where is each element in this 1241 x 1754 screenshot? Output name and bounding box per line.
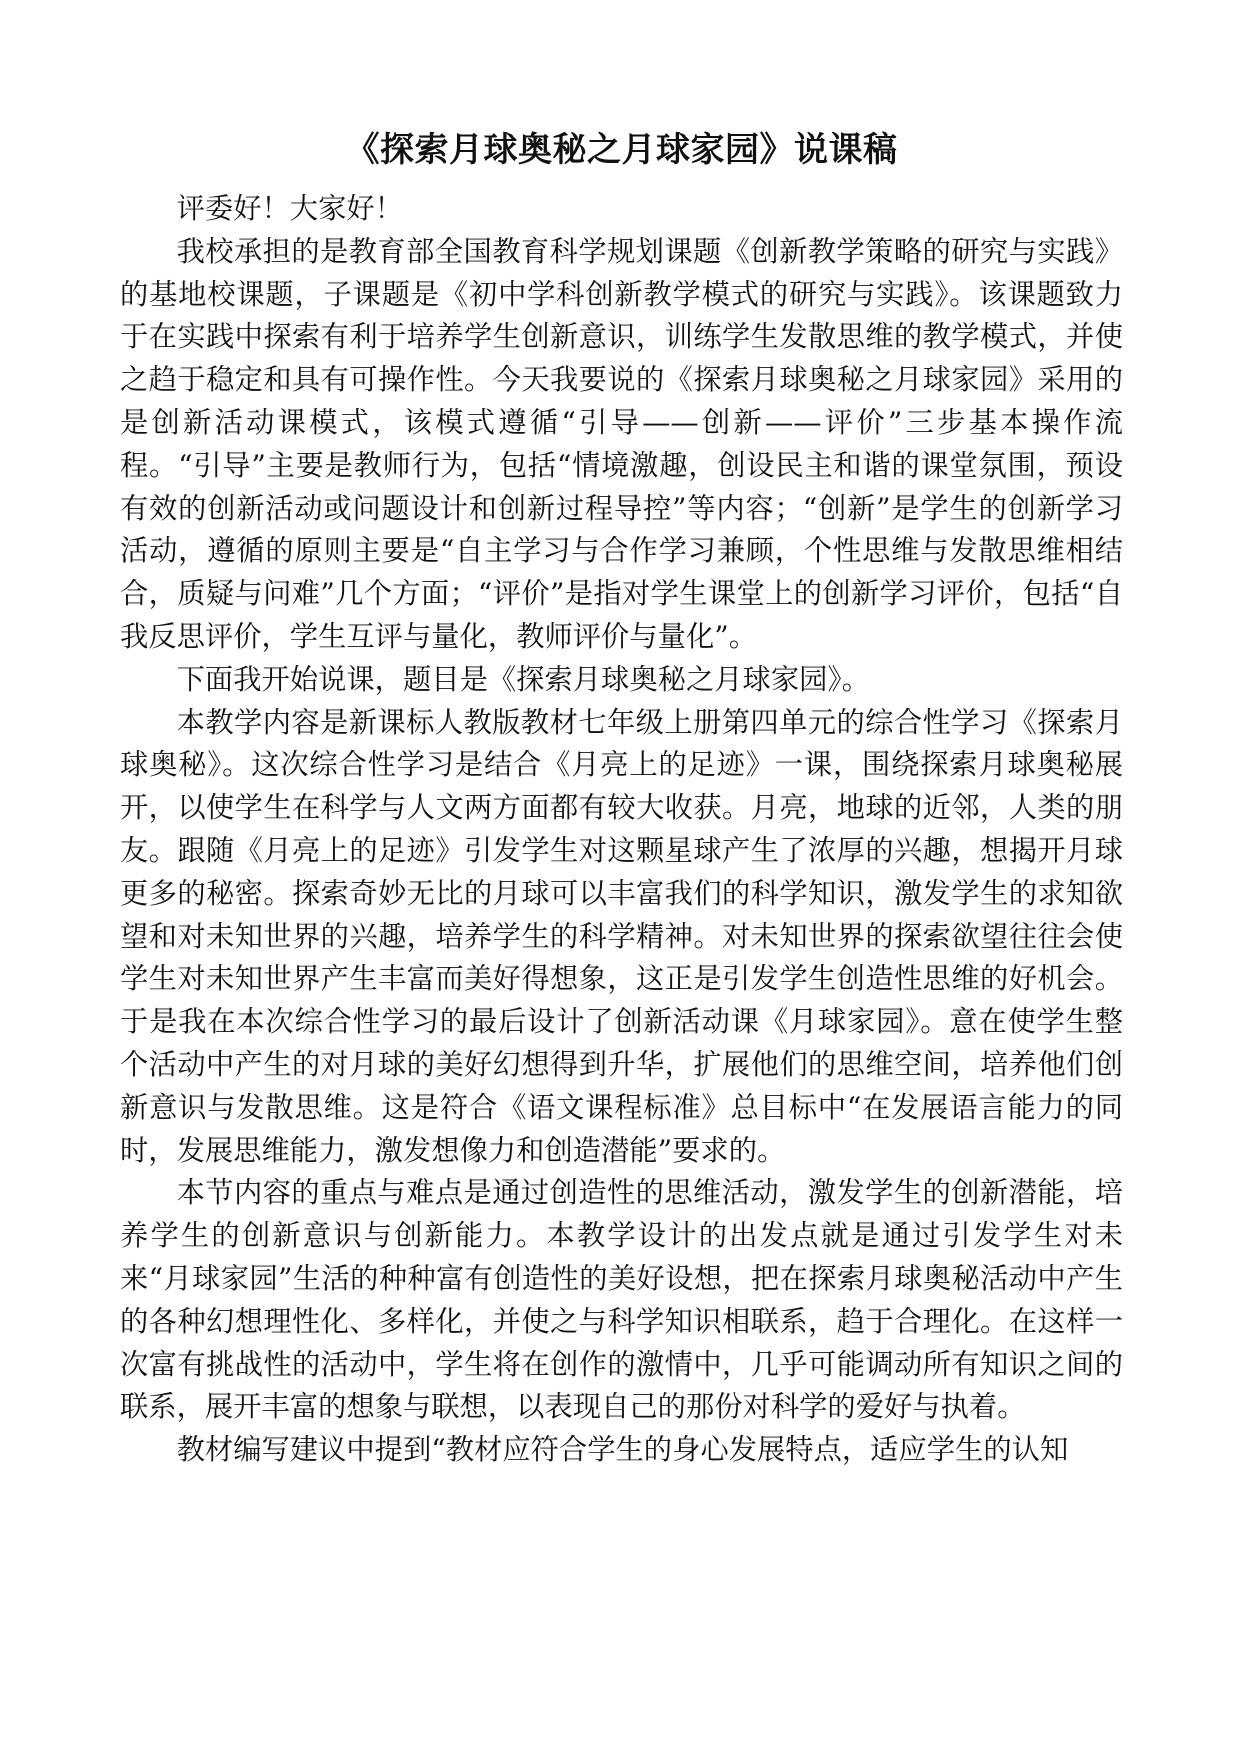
paragraph-greeting: 评委好！大家好！ <box>176 192 403 225</box>
document-title: 《探索月球奥秘之月球家园》说课稿 <box>345 130 898 170</box>
paragraph-lesson-topic: 下面我开始说课，题目是《探索月球奥秘之月球家园》。 <box>176 662 870 696</box>
paragraph-teaching-content: 本教学内容是新课标人教版教材七年级上册第四单元的综合性学习《探索月球奥秘》。这次综合性学习是结合《月亮上的足迹》一课，围绕探索月球奥秘展开，以使学生在科学与人文两方面都有较大收获。月亮，地球的近邻，人类的朋友。跟随《月亮上的足迹》引发学生对这颗星球产生了浓厚的兴趣，想揭开月球更多的秘密。探索奇妙无比的月球可以丰富我们的科学知识，激发学生的求知欲望和对未知世界的兴趣，培养学生的科学精神。对未知世界的探索欲望往往会使学生对未知世界产生丰富而美好得想象，这正是引发学生创造性思维的好机会。于是我在本次综合性学习的最后设计了创新活动课《月球家园》。意在使学生整个活动中产生的对月球的美好幻想得到升华，扩展他们的思维空间，培养他们创新意识与发散思维。这是符合《语文课程标准》总目标中“在发展语言能力的同时，发展思维能力，激发想像力和创造潜能”要求的。 <box>120 705 1123 1167</box>
paragraph-textbook-suggestion: 教材编写建议中提到“教材应符合学生的身心发展特点，适应学生的认知 <box>176 1433 1069 1467</box>
paragraph-research-background: 我校承担的是教育部全国教育科学规划课题《创新教学策略的研究与实践》的基地校课题，子课题是《初中学科创新教学模式的研究与实践》。该课题致力于在实践中探索有利于培养学生创新意识，训练学生发散思维的教学模式，并使之趋于稳定和具有可操作性。今天我要说的《探索月球奥秘之月球家园》采用的是创新活动课模式，该模式遵循“引导——创新——评价”三步基本操作流程。“引导”主要是教师行为，包括“情境激趣，创设民主和谐的课堂氛围，预设有效的创新活动或问题设计和创新过程导控”等内容；“创新”是学生的创新学习活动，遵循的原则主要是“自主学习与合作学习兼顾，个性思维与发散思维相结合，质疑与问难”几个方面；“评价”是指对学生课堂上的创新学习评价，包括“自我反思评价，学生互评与量化，教师评价与量化”。 <box>120 234 1123 653</box>
paragraph-key-points: 本节内容的重点与难点是通过创造性的思维活动，激发学生的创新潜能，培养学生的创新意识与创新能力。本教学设计的出发点就是通过引发学生对未来“月球家园”生活的种种富有创造性的美好设想，把在探索月球奥秘活动中产生的各种幻想理性化、多样化，并使之与科学知识相联系，趋于合理化。在这样一次富有挑战性的活动中，学生将在创作的激情中，几乎可能调动所有知识之间的联系，展开丰富的想象与联想，以表现自己的那份对科学的爱好与执着。 <box>120 1176 1123 1424</box>
